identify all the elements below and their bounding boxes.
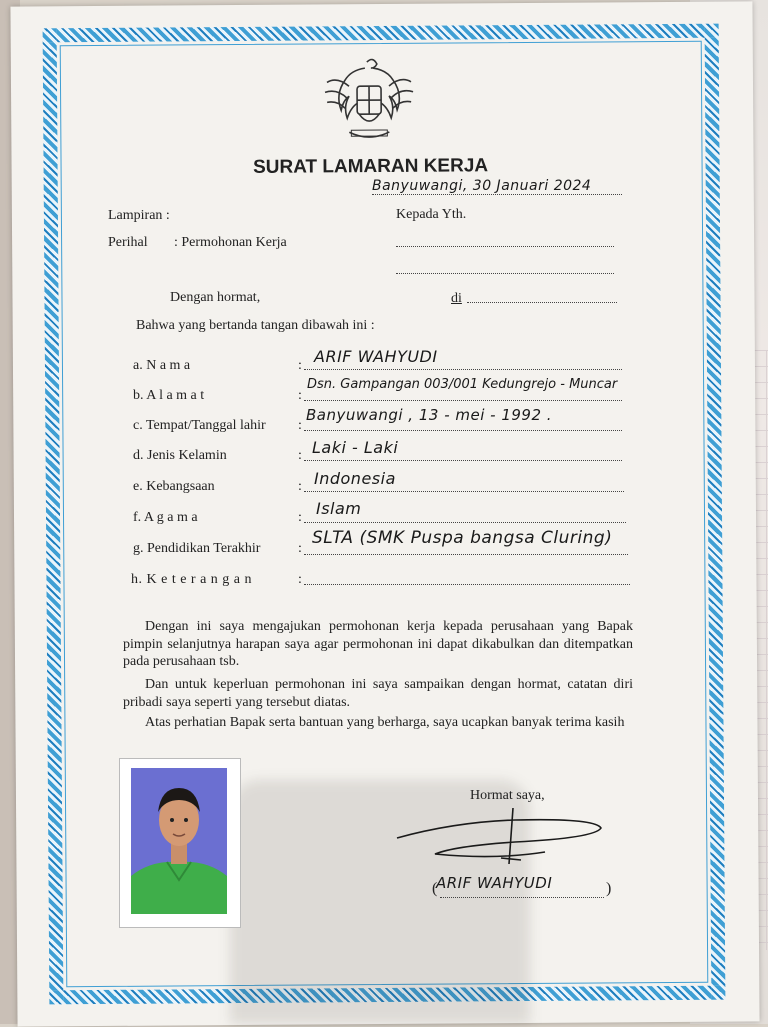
di-label: di <box>451 291 462 307</box>
body-paragraph-3: Atas perhatian Bapak serta bantuan yang berharga, saya ucapkan banyak terima kasih <box>123 714 633 732</box>
perihal-label: Perihal <box>108 235 148 251</box>
letter-title: SURAT LAMARAN KERJA <box>12 154 730 181</box>
field-value-ttl: Banyuwangi , 13 - mei - 1992 . <box>306 406 552 424</box>
field-label-kebangsaan: e. Kebangsaan <box>133 479 215 495</box>
field-line <box>304 584 630 585</box>
field-line <box>304 460 622 461</box>
field-line <box>304 430 622 431</box>
person-icon <box>131 768 227 914</box>
applicant-photo <box>131 768 227 914</box>
field-line <box>304 369 622 370</box>
field-line <box>304 522 626 523</box>
field-value-agama: Islam <box>316 499 361 518</box>
field-line <box>304 554 628 555</box>
field-label-nama: a. N a m a <box>133 358 190 374</box>
field-value-alamat: Dsn. Gampangan 003/001 Kedungrejo - Muncar <box>307 377 617 392</box>
field-label-alamat: b. A l a m a t <box>133 388 204 404</box>
field-line <box>304 491 624 492</box>
field-label-agama: f. A g a m a <box>133 510 198 526</box>
greeting: Dengan hormat, <box>170 290 260 306</box>
date-dots <box>372 194 622 195</box>
signer-name: ARIF WAHYUDI <box>436 874 552 892</box>
recipient-line-2 <box>396 273 614 274</box>
intro-text: Bahwa yang bertanda tangan dibawah ini : <box>136 318 375 334</box>
body-paragraph-1: Dengan ini saya mengajukan permohonan kerja kepada perusahaan yang Bapak pimpin selanjutnya harapan saya agar permohonan ini dapat dikabulkan dan ditempatkan pada perusahaan tsb. <box>123 618 633 671</box>
field-label-ttl: c. Tempat/Tanggal lahir <box>133 418 266 434</box>
body-paragraph-2: Dan untuk keperluan permohonan ini saya sampaikan dengan hormat, catatan diri pribadi saya seperti yang tersebut diatas. <box>123 676 633 711</box>
field-value-nama: ARIF WAHYUDI <box>314 347 438 366</box>
garuda-emblem-icon <box>319 54 420 149</box>
signer-line <box>440 897 604 898</box>
place-date: Banyuwangi, 30 Januari 2024 <box>372 178 591 194</box>
field-label-jenis-kelamin: d. Jenis Kelamin <box>133 448 227 464</box>
field-value-pendidikan: SLTA (SMK Puspa bangsa Cluring) <box>312 528 612 548</box>
kepada-label: Kepada Yth. <box>396 207 466 223</box>
field-label-keterangan: h. K e t e r a n g a n <box>131 572 252 588</box>
lampiran-label: Lampiran : <box>108 208 170 224</box>
field-line <box>304 400 622 401</box>
field-value-jenis-kelamin: Laki - Laki <box>312 438 398 457</box>
di-line <box>467 302 617 303</box>
closing-salutation: Hormat saya, <box>470 788 545 804</box>
signature-icon <box>395 808 605 868</box>
perihal-value: : Permohonan Kerja <box>174 235 287 251</box>
recipient-line-1 <box>396 246 614 247</box>
field-label-pendidikan: g. Pendidikan Terakhir <box>133 541 260 557</box>
field-value-kebangsaan: Indonesia <box>314 469 396 488</box>
